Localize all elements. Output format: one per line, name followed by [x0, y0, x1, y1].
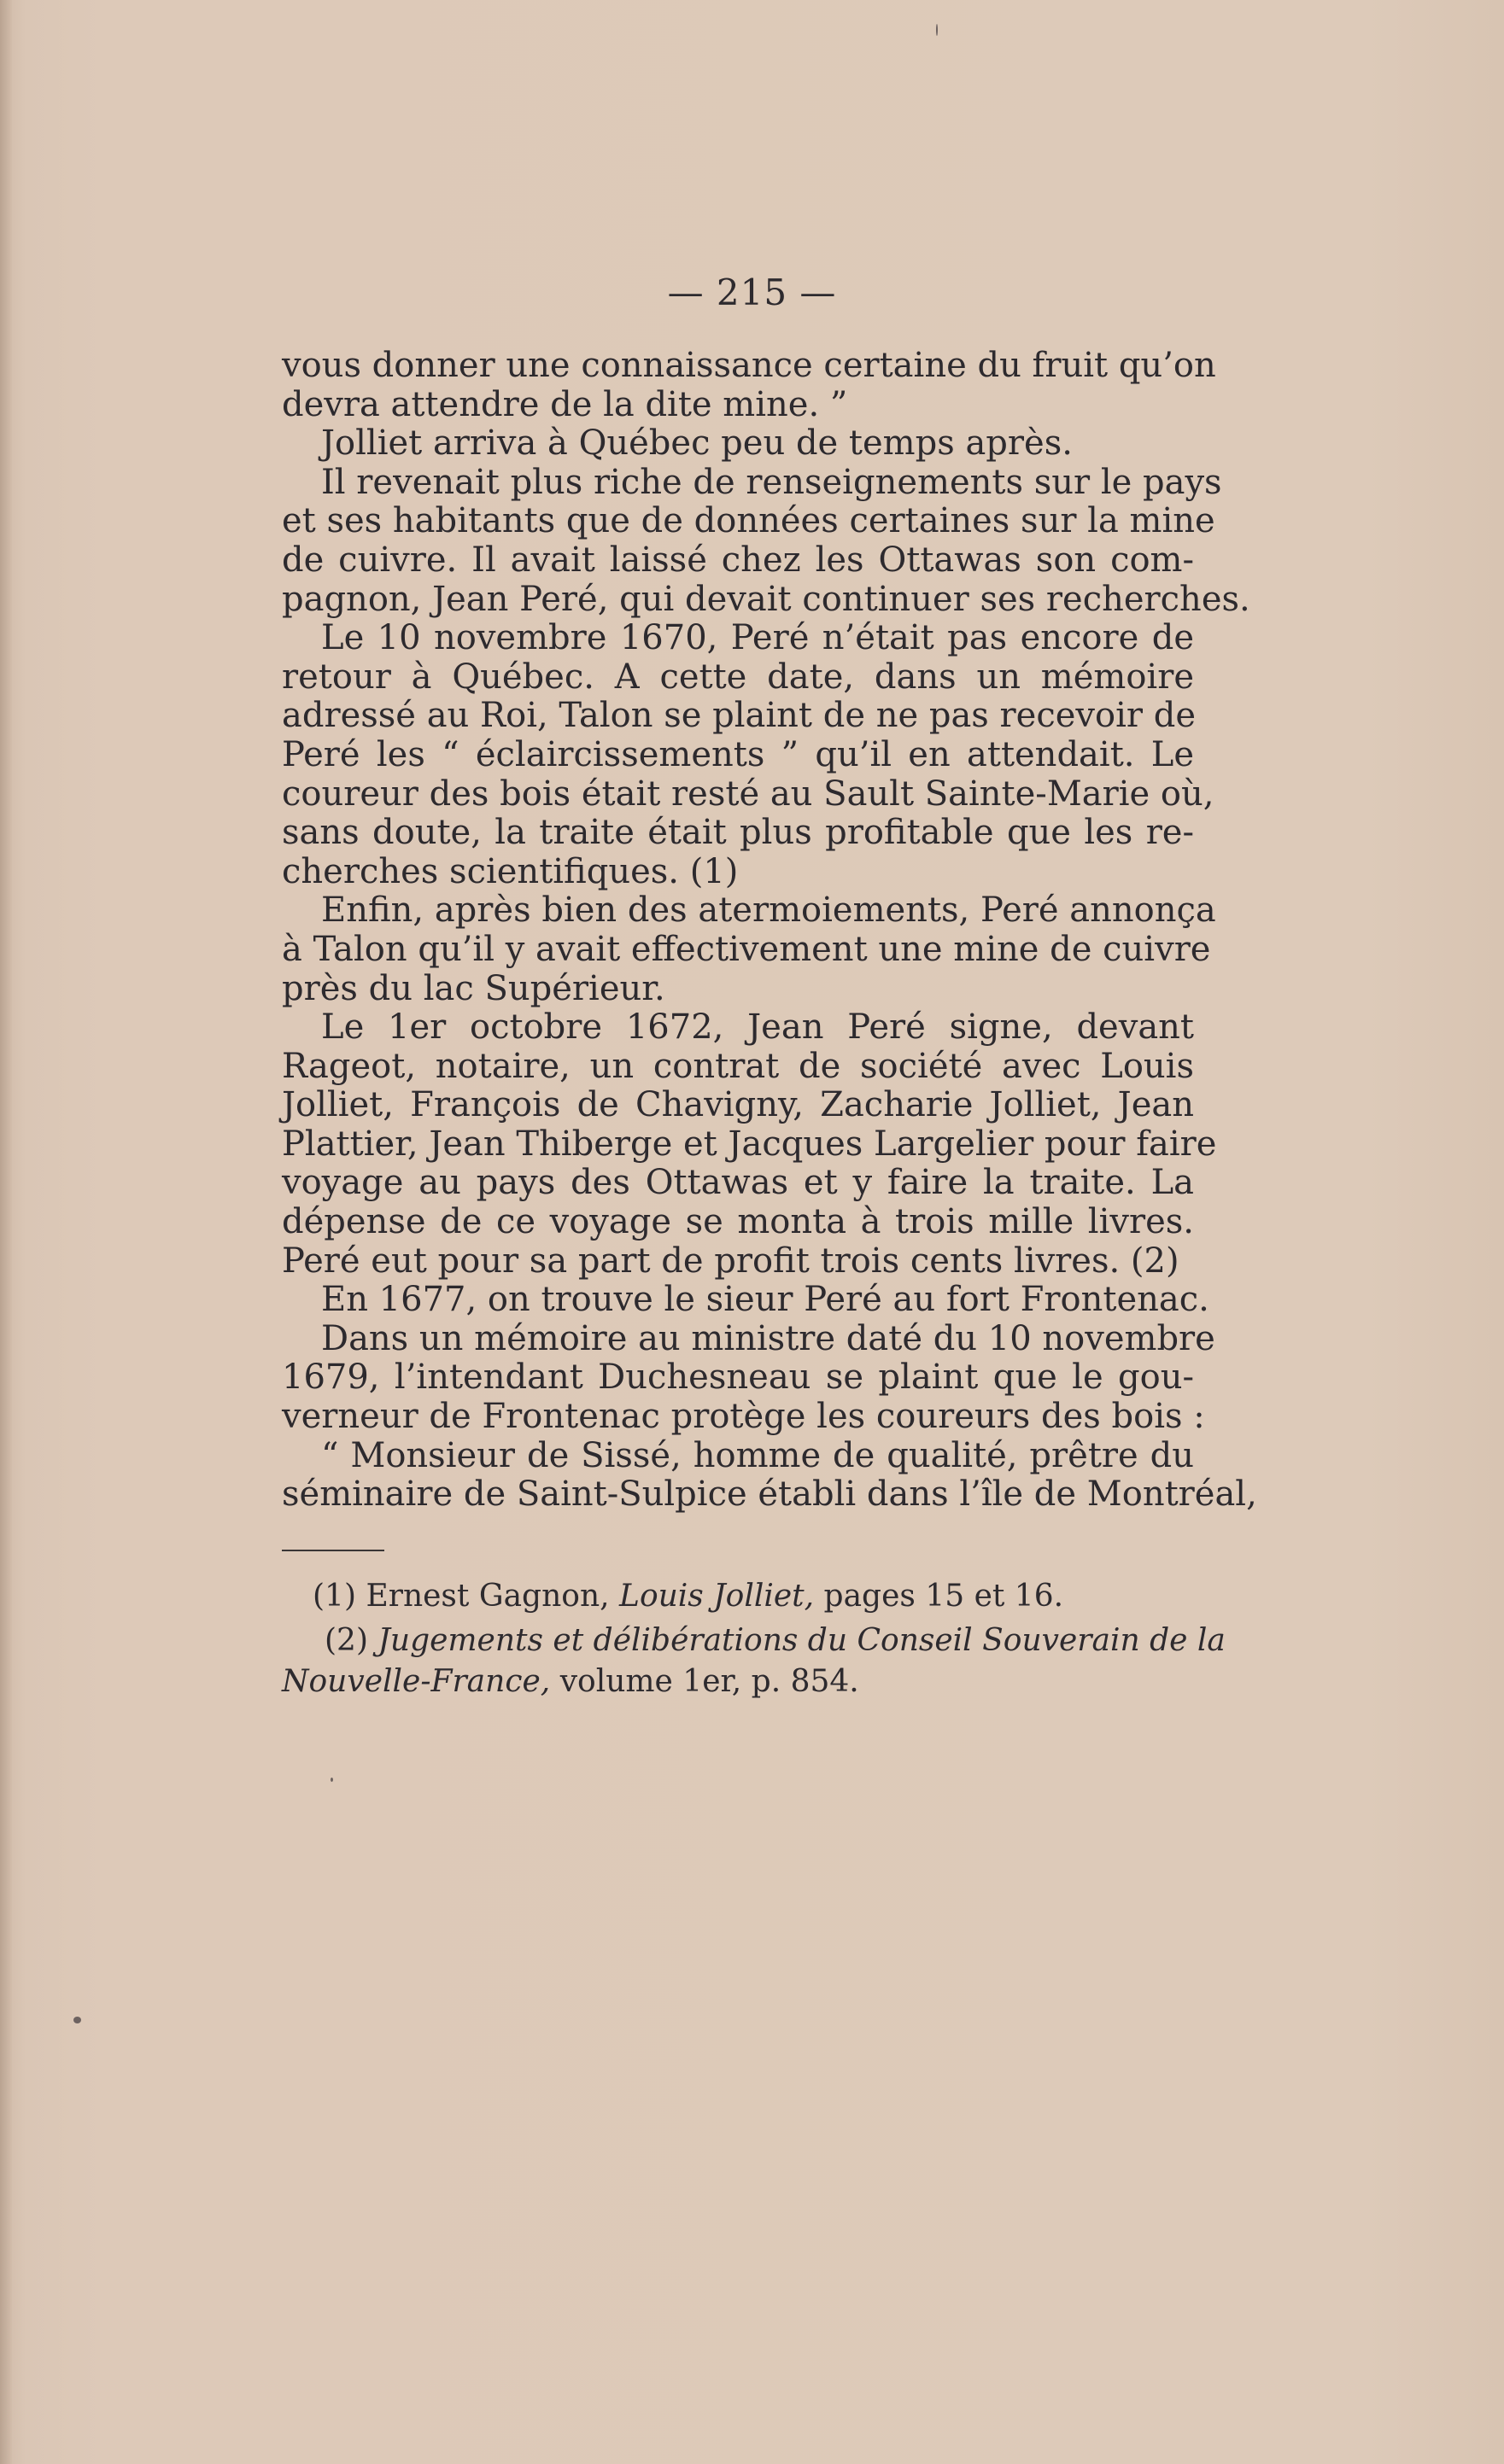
text-line: sans doute, la traite était plus profitable que les re- — [282, 813, 1194, 853]
text-line: cherches scientifiques. (1) — [282, 851, 739, 891]
footnote-marker: (2) — [325, 1623, 368, 1658]
text-line: Jolliet arriva à Québec peu de temps après. — [321, 423, 1073, 464]
text-line: Enfin, après bien des atermoiements, Peré annonça — [321, 890, 1216, 931]
footnote-2 — [282, 1620, 1226, 1702]
footnote-author: Ernest Gagnon, — [366, 1579, 610, 1614]
text-line: En 1677, on trouve le sieur Peré au fort Frontenac. — [321, 1280, 1209, 1320]
text-line: verneur de Frontenac protège les coureurs des bois : — [282, 1397, 1205, 1437]
text-line: “ Monsieur de Sissé, homme de qualité, prêtre du — [321, 1435, 1194, 1475]
footnote-title: Jugements et délibérations du Conseil Souverain de la — [377, 1623, 1226, 1658]
text-line: de cuivre. Il avait laissé chez les Ottawas son com- — [282, 540, 1194, 580]
text-line: 1679, l’intendant Duchesneau se plaint que le gou- — [282, 1358, 1194, 1398]
text-line: Jolliet, François de Chavigny, Zacharie Jolliet, Jean — [282, 1085, 1194, 1125]
footnote-text: pages 15 et 16. — [823, 1579, 1064, 1614]
text-line: près du lac Supérieur. — [282, 968, 665, 1008]
text-line: vous donner une connaissance certaine du fruit qu’on — [282, 346, 1216, 385]
text-line: séminaire de Saint-Sulpice établi dans l’île de Montréal, — [282, 1474, 1257, 1515]
page-number: — 215 — — [667, 272, 837, 313]
text-line: dépense de ce voyage se monta à trois mille livres. — [282, 1202, 1194, 1242]
text-line: Il revenait plus riche de renseignements sur le pays — [321, 462, 1222, 502]
text-line: voyage au pays des Ottawas et y faire la traite. La — [282, 1163, 1194, 1203]
text-line: Peré les “ éclaircissements ” qu’il en attendait. Le — [282, 734, 1194, 774]
text-line: Le 1er octobre 1672, Jean Peré signe, devant — [321, 1007, 1194, 1048]
body-text — [282, 346, 1257, 1515]
footnote-1 — [282, 1576, 1194, 1617]
footnote-separator — [282, 1550, 384, 1551]
text-line: Le 10 novembre 1670, Peré n’était pas encore de — [321, 618, 1194, 658]
page-binding-edge — [0, 0, 12, 2464]
text-line: Plattier, Jean Thiberge et Jacques Largelier pour faire — [282, 1124, 1217, 1164]
paper-speck — [73, 2017, 81, 2023]
text-line: devra attendre de la dite mine. ” — [282, 384, 848, 424]
text-line: et ses habitants que de données certaines sur la mine — [282, 501, 1215, 541]
paper-speck — [936, 24, 938, 36]
footnotes — [282, 1576, 1226, 1702]
text-line: Peré eut pour sa part de profit trois cents livres. (2) — [282, 1241, 1179, 1281]
text-line: Rageot, notaire, un contrat de société avec Louis — [282, 1046, 1194, 1086]
text-line: adressé au Roi, Talon se plaint de ne pas recevoir de — [282, 696, 1196, 736]
footnote-text: volume 1er, p. 854. — [559, 1664, 859, 1699]
text-line: coureur des bois était resté au Sault Sainte-Marie où, — [282, 774, 1214, 814]
footnote-title: Louis Jolliet, — [619, 1579, 815, 1614]
text-line: pagnon, Jean Peré, qui devait continuer ses recherches. — [282, 579, 1250, 619]
footnote-title-continued: Nouvelle-France, — [282, 1664, 551, 1699]
paper-speck — [331, 1778, 333, 1782]
text-line: à Talon qu’il y avait effectivement une mine de cuivre — [282, 929, 1211, 969]
text-line: retour à Québec. A cette date, dans un mémoire — [282, 657, 1194, 697]
text-line: Dans un mémoire au ministre daté du 10 novembre — [321, 1318, 1215, 1358]
footnote-marker: (1) — [313, 1579, 356, 1614]
